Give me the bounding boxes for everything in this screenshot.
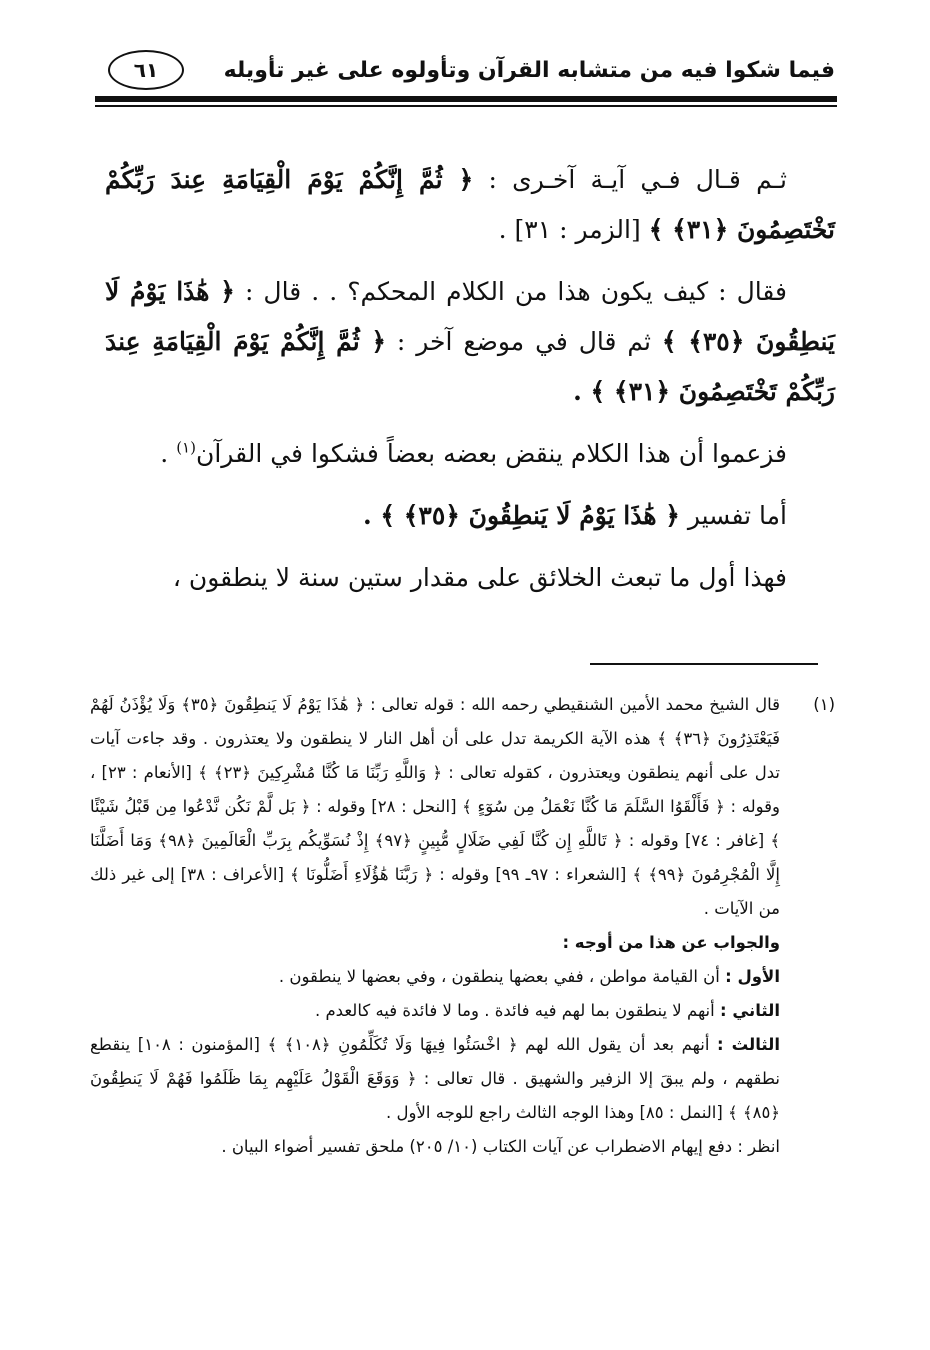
footnote-marker[interactable]: (١) xyxy=(176,438,196,457)
answer-text: أنهم لا ينطقون بما لهم فيه فائدة . وما لا فائدة فيه كالعدم . xyxy=(314,1001,715,1020)
footnotes xyxy=(90,688,835,1164)
main-text xyxy=(105,155,835,615)
quran-verse: ﴿ هَٰذَا يَوْمُ لَا يَنطِقُونَ ﴿٣٥﴾ ﴾ . xyxy=(363,501,680,530)
text-span: أما تفسير xyxy=(687,501,787,530)
quran-verse: ﴿ ثُمَّ إِنَّكُمْ يَوْمَ الْقِيَامَةِ عِندَ رَبِّكُمْ تَخْتَصِمُونَ ﴿٣١﴾ ﴾ . xyxy=(105,327,835,406)
quran-verse: ﴿ ثُمَّ إِنَّكُمْ يَوْمَ الْقِيَامَةِ عِندَ رَبِّكُمْ تَخْتَصِمُونَ ﴿٣١﴾ ﴾ xyxy=(105,165,835,244)
answer-label: الأول : xyxy=(725,967,780,986)
text-span: ثم قال في موضع آخر : xyxy=(396,327,651,356)
answer-second xyxy=(90,994,780,1028)
text-span: فقال : كيف يكون هذا من الكلام المحكم؟ . . قال : xyxy=(244,277,787,306)
paragraph-1 xyxy=(105,155,835,255)
running-header-title: فيما شكوا فيه من متشابه القرآن وتأولوه على غير تأويله xyxy=(223,58,835,83)
quran-verse: ﴿ هَٰذَا يَوْمُ لَا يَنطِقُونَ ﴿٣٥﴾ ﴾ xyxy=(105,277,835,356)
header-rule-thin xyxy=(95,105,837,107)
answer-label: الثاني : xyxy=(719,1001,780,1020)
verse-reference: [الزمر : ٣١] . xyxy=(498,215,641,244)
answer-first xyxy=(90,960,780,994)
paragraph-3 xyxy=(105,429,835,479)
answer-text: أن القيامة مواطن ، ففي بعضها ينطقون ، وفي بعضها لا ينطقون . xyxy=(278,967,720,986)
text-span: فزعموا أن هذا الكلام ينقض بعضه بعضاً فشكوا في القرآن xyxy=(195,439,787,468)
source-citation: انظر : دفع إيهام الاضطراب عن آيات الكتاب (١٠/ ٢٠٥) ملحق تفسير أضواء البيان . xyxy=(221,1137,780,1156)
footnote-1 xyxy=(90,688,835,1164)
paragraph-2 xyxy=(105,267,835,417)
answer-label: الثالث : xyxy=(716,1035,781,1054)
page-number-text: ٦١ xyxy=(133,58,159,82)
header-rule-thick xyxy=(95,96,837,102)
text-span: . xyxy=(160,439,177,468)
footnote-separator xyxy=(590,663,818,665)
paragraph-5: فهذا أول ما تبعث الخلائق على مقدار ستين سنة لا ينطقون ، xyxy=(172,563,787,592)
answer-text: أنهم بعد أن يقول الله لهم ﴿ اخْسَئُوا فِيهَا وَلَا تُكَلِّمُونِ ﴿١٠٨﴾ ﴾ [المؤمنون : ١٠٨] ينقطع نطقهم ، ولم يبقَ إلا الزفير والشهيق . قال تعالى : ﴿ وَوَقَعَ الْقَوْلُ عَلَيْهِم بِمَا ظَلَمُوا فَهُمْ لَا يَنطِقُونَ ﴿٨٥﴾ ﴾ [النمل : ٨٥] وهذا الوجه الثالث راجع للوجه الأول . xyxy=(90,1035,780,1122)
answer-third xyxy=(90,1028,780,1130)
paragraph-4 xyxy=(105,491,835,541)
footnote-text: قال الشيخ محمد الأمين الشنقيطي رحمه الله : قوله تعالى : ﴿ هَٰذَا يَوْمُ لَا يَنطِقُونَ ﴿٣٥﴾ وَلَا يُؤْذَنُ لَهُمْ فَيَعْتَذِرُونَ ﴿٣٦﴾ ﴾ هذه الآية الكريمة تدل على أن أهل النار لا ينطقون ولا يعتذرون . وقد جاءت آيات تدل على أنهم ينطقون ويعتذرون ، كقوله تعالى : ﴿ وَاللَّهِ رَبِّنَا مَا كُنَّا مُشْرِكِينَ ﴿٢٣﴾ ﴾ [الأنعام : ٢٣] ، وقوله : ﴿ فَأَلْقَوُا السَّلَمَ مَا كُنَّا نَعْمَلُ مِن سُوٓءٍ ﴾ [النحل : ٢٨] وقوله : ﴿ بَل لَّمْ نَكُن نَّدْعُوا مِن قَبْلُ شَيْئًا ﴾ [غافر : ٧٤] وقوله : ﴿ تَاللَّهِ إِن كُنَّا لَفِي ضَلَالٍ مُّبِينٍ ﴿٩٧﴾ إِذْ نُسَوِّيكُم بِرَبِّ الْعَالَمِينَ ﴿٩٨﴾ وَمَا أَضَلَّنَا إِلَّا الْمُجْرِمُونَ ﴿٩٩﴾ ﴾ [الشعراء : ٩٧ـ ٩٩] وقوله : ﴿ رَبَّنَا هَٰؤُلَاءِ أَضَلُّونَا ﴾ [الأعراف : ٣٨] إلى غير ذلك من الآيات . xyxy=(90,695,781,918)
answer-heading: والجواب عن هذا من أوجه : xyxy=(562,933,780,952)
page-number xyxy=(108,50,184,90)
text-span: ثـم قـال فـي آيـة آخـرى : xyxy=(488,165,787,194)
footnote-number: (١) xyxy=(813,695,835,714)
